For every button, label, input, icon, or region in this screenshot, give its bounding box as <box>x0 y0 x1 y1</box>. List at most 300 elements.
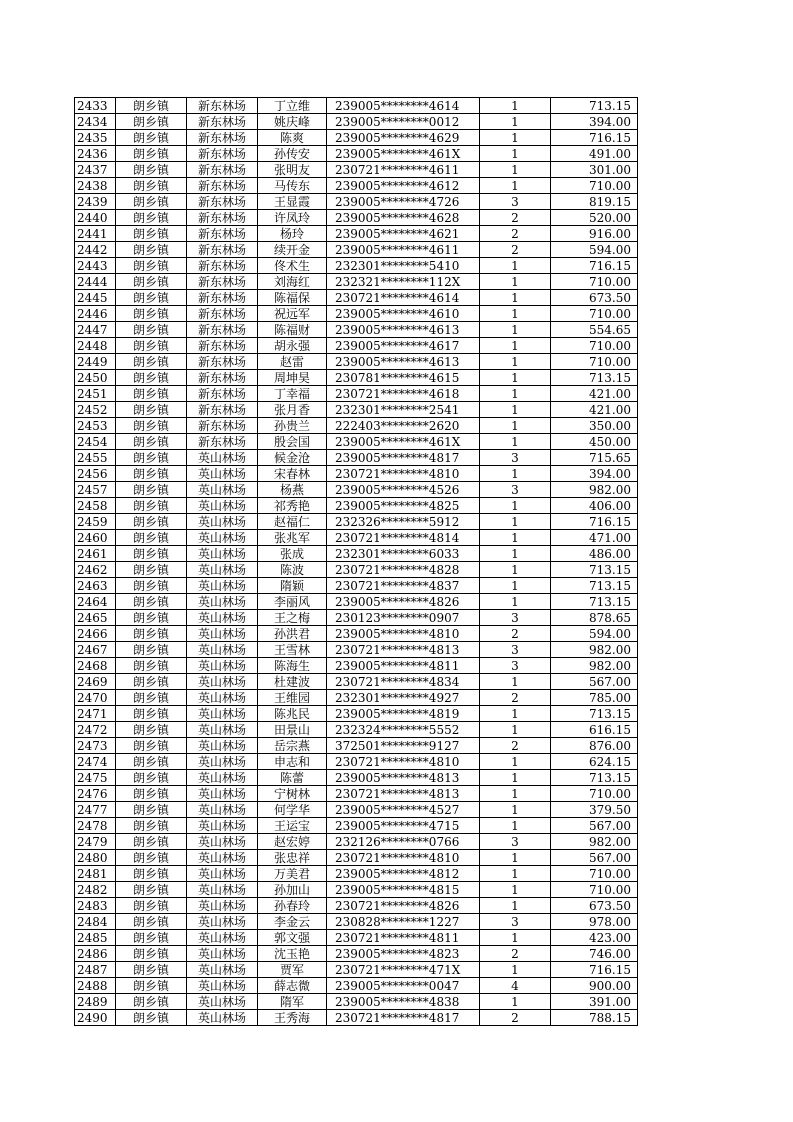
farm-cell: 新东林场 <box>187 114 258 130</box>
town-cell: 朗乡镇 <box>116 306 187 322</box>
amount-cell: 594.00 <box>551 242 638 258</box>
amount-cell: 423.00 <box>551 930 638 946</box>
amount-cell: 978.00 <box>551 914 638 930</box>
count-cell: 1 <box>480 354 551 370</box>
count-cell: 1 <box>480 306 551 322</box>
row-number-cell: 2445 <box>75 290 116 306</box>
amount-cell: 982.00 <box>551 642 638 658</box>
farm-cell: 英山林场 <box>187 914 258 930</box>
town-cell: 朗乡镇 <box>116 194 187 210</box>
name-cell: 陈波 <box>258 562 327 578</box>
name-cell: 孙洪君 <box>258 626 327 642</box>
name-cell: 王运宝 <box>258 818 327 834</box>
count-cell: 1 <box>480 338 551 354</box>
count-cell: 1 <box>480 866 551 882</box>
id-number-cell: 239005********4610 <box>327 306 480 322</box>
amount-cell: 567.00 <box>551 850 638 866</box>
amount-cell: 715.65 <box>551 450 638 466</box>
id-number-cell: 232301********5410 <box>327 258 480 274</box>
town-cell: 朗乡镇 <box>116 914 187 930</box>
amount-cell: 710.00 <box>551 866 638 882</box>
town-cell: 朗乡镇 <box>116 418 187 434</box>
table-row <box>75 594 638 610</box>
town-cell: 朗乡镇 <box>116 898 187 914</box>
amount-cell: 982.00 <box>551 834 638 850</box>
farm-cell: 英山林场 <box>187 642 258 658</box>
town-cell: 朗乡镇 <box>116 242 187 258</box>
table-row <box>75 178 638 194</box>
farm-cell: 英山林场 <box>187 1010 258 1026</box>
table-row <box>75 418 638 434</box>
id-number-cell: 239005********4811 <box>327 658 480 674</box>
row-number-cell: 2444 <box>75 274 116 290</box>
table-row <box>75 994 638 1010</box>
row-number-cell: 2457 <box>75 482 116 498</box>
count-cell: 1 <box>480 274 551 290</box>
row-number-cell: 2433 <box>75 98 116 114</box>
farm-cell: 英山林场 <box>187 786 258 802</box>
table-row <box>75 658 638 674</box>
table-row <box>75 194 638 210</box>
count-cell: 1 <box>480 530 551 546</box>
town-cell: 朗乡镇 <box>116 226 187 242</box>
row-number-cell: 2471 <box>75 706 116 722</box>
farm-cell: 英山林场 <box>187 594 258 610</box>
count-cell: 2 <box>480 946 551 962</box>
count-cell: 1 <box>480 514 551 530</box>
name-cell: 祝远军 <box>258 306 327 322</box>
farm-cell: 英山林场 <box>187 946 258 962</box>
row-number-cell: 2473 <box>75 738 116 754</box>
farm-cell: 英山林场 <box>187 514 258 530</box>
amount-cell: 716.15 <box>551 962 638 978</box>
amount-cell: 916.00 <box>551 226 638 242</box>
id-number-cell: 230721********4810 <box>327 850 480 866</box>
table-row <box>75 130 638 146</box>
farm-cell: 新东林场 <box>187 226 258 242</box>
row-number-cell: 2479 <box>75 834 116 850</box>
table-row <box>75 114 638 130</box>
name-cell: 杜建波 <box>258 674 327 690</box>
name-cell: 王秀海 <box>258 1010 327 1026</box>
id-number-cell: 230721********4817 <box>327 1010 480 1026</box>
id-number-cell: 230721********4828 <box>327 562 480 578</box>
name-cell: 申志和 <box>258 754 327 770</box>
amount-cell: 713.15 <box>551 706 638 722</box>
town-cell: 朗乡镇 <box>116 818 187 834</box>
farm-cell: 新东林场 <box>187 194 258 210</box>
table-row <box>75 258 638 274</box>
amount-cell: 491.00 <box>551 146 638 162</box>
id-number-cell: 239005********4812 <box>327 866 480 882</box>
table-row <box>75 626 638 642</box>
amount-cell: 421.00 <box>551 402 638 418</box>
name-cell: 殷会国 <box>258 434 327 450</box>
amount-cell: 471.00 <box>551 530 638 546</box>
row-number-cell: 2456 <box>75 466 116 482</box>
table-row <box>75 226 638 242</box>
row-number-cell: 2478 <box>75 818 116 834</box>
count-cell: 1 <box>480 130 551 146</box>
town-cell: 朗乡镇 <box>116 706 187 722</box>
name-cell: 刘海红 <box>258 274 327 290</box>
amount-cell: 713.15 <box>551 770 638 786</box>
row-number-cell: 2443 <box>75 258 116 274</box>
amount-cell: 710.00 <box>551 882 638 898</box>
town-cell: 朗乡镇 <box>116 450 187 466</box>
farm-cell: 新东林场 <box>187 370 258 386</box>
farm-cell: 新东林场 <box>187 274 258 290</box>
table-row <box>75 370 638 386</box>
amount-cell: 673.50 <box>551 290 638 306</box>
id-number-cell: 232324********5552 <box>327 722 480 738</box>
farm-cell: 英山林场 <box>187 962 258 978</box>
amount-cell: 394.00 <box>551 114 638 130</box>
name-cell: 赵雷 <box>258 354 327 370</box>
town-cell: 朗乡镇 <box>116 658 187 674</box>
table-row <box>75 482 638 498</box>
table-row <box>75 514 638 530</box>
id-number-cell: 230721********4837 <box>327 578 480 594</box>
count-cell: 2 <box>480 210 551 226</box>
farm-cell: 新东林场 <box>187 354 258 370</box>
table-row <box>75 290 638 306</box>
row-number-cell: 2477 <box>75 802 116 818</box>
table-row <box>75 610 638 626</box>
name-cell: 孙传安 <box>258 146 327 162</box>
id-number-cell: 239005********4826 <box>327 594 480 610</box>
amount-cell: 982.00 <box>551 658 638 674</box>
count-cell: 2 <box>480 1010 551 1026</box>
farm-cell: 英山林场 <box>187 450 258 466</box>
table-row <box>75 818 638 834</box>
town-cell: 朗乡镇 <box>116 834 187 850</box>
town-cell: 朗乡镇 <box>116 1010 187 1026</box>
id-number-cell: 230721********4811 <box>327 930 480 946</box>
row-number-cell: 2485 <box>75 930 116 946</box>
name-cell: 陈爽 <box>258 130 327 146</box>
row-number-cell: 2481 <box>75 866 116 882</box>
id-number-cell: 239005********4628 <box>327 210 480 226</box>
id-number-cell: 230781********4615 <box>327 370 480 386</box>
farm-cell: 新东林场 <box>187 210 258 226</box>
count-cell: 1 <box>480 770 551 786</box>
id-number-cell: 230721********4614 <box>327 290 480 306</box>
count-cell: 1 <box>480 402 551 418</box>
town-cell: 朗乡镇 <box>116 338 187 354</box>
row-number-cell: 2489 <box>75 994 116 1010</box>
town-cell: 朗乡镇 <box>116 594 187 610</box>
id-number-cell: 239005********4726 <box>327 194 480 210</box>
row-number-cell: 2437 <box>75 162 116 178</box>
id-number-cell: 239005********0047 <box>327 978 480 994</box>
row-number-cell: 2468 <box>75 658 116 674</box>
table-row <box>75 882 638 898</box>
farm-cell: 新东林场 <box>187 258 258 274</box>
name-cell: 马传东 <box>258 178 327 194</box>
name-cell: 王维园 <box>258 690 327 706</box>
id-number-cell: 232301********4927 <box>327 690 480 706</box>
count-cell: 2 <box>480 226 551 242</box>
name-cell: 姚庆峰 <box>258 114 327 130</box>
table-row <box>75 850 638 866</box>
farm-cell: 英山林场 <box>187 530 258 546</box>
name-cell: 李丽风 <box>258 594 327 610</box>
table-row <box>75 98 638 114</box>
table-row <box>75 898 638 914</box>
name-cell: 何学华 <box>258 802 327 818</box>
name-cell: 宁树林 <box>258 786 327 802</box>
table-row <box>75 546 638 562</box>
town-cell: 朗乡镇 <box>116 578 187 594</box>
id-number-cell: 230721********4618 <box>327 386 480 402</box>
id-number-cell: 232326********5912 <box>327 514 480 530</box>
amount-cell: 350.00 <box>551 418 638 434</box>
name-cell: 王之梅 <box>258 610 327 626</box>
amount-cell: 713.15 <box>551 578 638 594</box>
count-cell: 1 <box>480 674 551 690</box>
town-cell: 朗乡镇 <box>116 162 187 178</box>
row-number-cell: 2452 <box>75 402 116 418</box>
amount-cell: 746.00 <box>551 946 638 962</box>
table-row <box>75 706 638 722</box>
id-number-cell: 239005********4819 <box>327 706 480 722</box>
id-number-cell: 239005********4611 <box>327 242 480 258</box>
row-number-cell: 2460 <box>75 530 116 546</box>
town-cell: 朗乡镇 <box>116 882 187 898</box>
table-row <box>75 866 638 882</box>
count-cell: 1 <box>480 370 551 386</box>
id-number-cell: 230721********4810 <box>327 466 480 482</box>
town-cell: 朗乡镇 <box>116 482 187 498</box>
row-number-cell: 2459 <box>75 514 116 530</box>
farm-cell: 新东林场 <box>187 402 258 418</box>
row-number-cell: 2442 <box>75 242 116 258</box>
name-cell: 丁立维 <box>258 98 327 114</box>
name-cell: 孙贵兰 <box>258 418 327 434</box>
count-cell: 1 <box>480 802 551 818</box>
id-number-cell: 239005********4613 <box>327 354 480 370</box>
count-cell: 2 <box>480 738 551 754</box>
farm-cell: 英山林场 <box>187 930 258 946</box>
row-number-cell: 2455 <box>75 450 116 466</box>
amount-cell: 710.00 <box>551 354 638 370</box>
row-number-cell: 2436 <box>75 146 116 162</box>
town-cell: 朗乡镇 <box>116 498 187 514</box>
table-row <box>75 722 638 738</box>
farm-cell: 英山林场 <box>187 626 258 642</box>
id-number-cell: 230721********4810 <box>327 754 480 770</box>
name-cell: 隋颖 <box>258 578 327 594</box>
table-row <box>75 690 638 706</box>
id-number-cell: 230123********0907 <box>327 610 480 626</box>
name-cell: 周坤昊 <box>258 370 327 386</box>
row-number-cell: 2441 <box>75 226 116 242</box>
town-cell: 朗乡镇 <box>116 530 187 546</box>
count-cell: 1 <box>480 930 551 946</box>
name-cell: 许凤玲 <box>258 210 327 226</box>
count-cell: 1 <box>480 994 551 1010</box>
count-cell: 1 <box>480 962 551 978</box>
farm-cell: 英山林场 <box>187 482 258 498</box>
town-cell: 朗乡镇 <box>116 690 187 706</box>
name-cell: 张兆军 <box>258 530 327 546</box>
row-number-cell: 2488 <box>75 978 116 994</box>
name-cell: 丁幸福 <box>258 386 327 402</box>
row-number-cell: 2486 <box>75 946 116 962</box>
amount-cell: 567.00 <box>551 818 638 834</box>
count-cell: 1 <box>480 722 551 738</box>
amount-cell: 710.00 <box>551 338 638 354</box>
row-number-cell: 2447 <box>75 322 116 338</box>
farm-cell: 英山林场 <box>187 706 258 722</box>
count-cell: 2 <box>480 242 551 258</box>
amount-cell: 450.00 <box>551 434 638 450</box>
amount-cell: 710.00 <box>551 274 638 290</box>
id-number-cell: 232301********2541 <box>327 402 480 418</box>
town-cell: 朗乡镇 <box>116 290 187 306</box>
amount-cell: 554.65 <box>551 322 638 338</box>
name-cell: 候金沧 <box>258 450 327 466</box>
amount-cell: 379.50 <box>551 802 638 818</box>
name-cell: 李金云 <box>258 914 327 930</box>
row-number-cell: 2483 <box>75 898 116 914</box>
name-cell: 郭文强 <box>258 930 327 946</box>
count-cell: 3 <box>480 450 551 466</box>
farm-cell: 新东林场 <box>187 242 258 258</box>
amount-cell: 982.00 <box>551 482 638 498</box>
table-row <box>75 450 638 466</box>
count-cell: 1 <box>480 898 551 914</box>
table-row <box>75 530 638 546</box>
name-cell: 张明友 <box>258 162 327 178</box>
table-row <box>75 434 638 450</box>
amount-cell: 819.15 <box>551 194 638 210</box>
town-cell: 朗乡镇 <box>116 322 187 338</box>
count-cell: 3 <box>480 482 551 498</box>
count-cell: 1 <box>480 786 551 802</box>
farm-cell: 英山林场 <box>187 978 258 994</box>
id-number-cell: 230721********4814 <box>327 530 480 546</box>
id-number-cell: 239005********4815 <box>327 882 480 898</box>
name-cell: 沈玉艳 <box>258 946 327 962</box>
farm-cell: 新东林场 <box>187 178 258 194</box>
count-cell: 1 <box>480 434 551 450</box>
town-cell: 朗乡镇 <box>116 178 187 194</box>
table-row <box>75 322 638 338</box>
table-row <box>75 562 638 578</box>
amount-cell: 716.15 <box>551 130 638 146</box>
town-cell: 朗乡镇 <box>116 386 187 402</box>
amount-cell: 713.15 <box>551 562 638 578</box>
farm-cell: 英山林场 <box>187 882 258 898</box>
name-cell: 陈福财 <box>258 322 327 338</box>
town-cell: 朗乡镇 <box>116 562 187 578</box>
amount-cell: 876.00 <box>551 738 638 754</box>
farm-cell: 英山林场 <box>187 562 258 578</box>
count-cell: 1 <box>480 850 551 866</box>
amount-cell: 486.00 <box>551 546 638 562</box>
farm-cell: 英山林场 <box>187 466 258 482</box>
count-cell: 1 <box>480 114 551 130</box>
row-number-cell: 2446 <box>75 306 116 322</box>
table-body <box>75 98 638 1026</box>
row-number-cell: 2453 <box>75 418 116 434</box>
row-number-cell: 2435 <box>75 130 116 146</box>
id-number-cell: 230721********4826 <box>327 898 480 914</box>
count-cell: 1 <box>480 706 551 722</box>
amount-cell: 567.00 <box>551 674 638 690</box>
town-cell: 朗乡镇 <box>116 466 187 482</box>
row-number-cell: 2476 <box>75 786 116 802</box>
town-cell: 朗乡镇 <box>116 978 187 994</box>
farm-cell: 英山林场 <box>187 994 258 1010</box>
count-cell: 3 <box>480 642 551 658</box>
count-cell: 1 <box>480 258 551 274</box>
id-number-cell: 239005********4813 <box>327 770 480 786</box>
farm-cell: 新东林场 <box>187 306 258 322</box>
count-cell: 1 <box>480 466 551 482</box>
table-row <box>75 210 638 226</box>
name-cell: 张月香 <box>258 402 327 418</box>
table-row <box>75 914 638 930</box>
town-cell: 朗乡镇 <box>116 850 187 866</box>
farm-cell: 英山林场 <box>187 802 258 818</box>
town-cell: 朗乡镇 <box>116 642 187 658</box>
row-number-cell: 2467 <box>75 642 116 658</box>
farm-cell: 新东林场 <box>187 338 258 354</box>
count-cell: 3 <box>480 610 551 626</box>
row-number-cell: 2439 <box>75 194 116 210</box>
farm-cell: 新东林场 <box>187 98 258 114</box>
count-cell: 4 <box>480 978 551 994</box>
amount-cell: 710.00 <box>551 786 638 802</box>
row-number-cell: 2490 <box>75 1010 116 1026</box>
amount-cell: 616.15 <box>551 722 638 738</box>
id-number-cell: 239005********4817 <box>327 450 480 466</box>
amount-cell: 716.15 <box>551 258 638 274</box>
town-cell: 朗乡镇 <box>116 946 187 962</box>
row-number-cell: 2462 <box>75 562 116 578</box>
row-number-cell: 2464 <box>75 594 116 610</box>
count-cell: 1 <box>480 578 551 594</box>
town-cell: 朗乡镇 <box>116 514 187 530</box>
amount-cell: 391.00 <box>551 994 638 1010</box>
name-cell: 薛志微 <box>258 978 327 994</box>
table-row <box>75 466 638 482</box>
table-row <box>75 946 638 962</box>
table-row <box>75 770 638 786</box>
count-cell: 1 <box>480 386 551 402</box>
name-cell: 胡永强 <box>258 338 327 354</box>
table-row <box>75 162 638 178</box>
row-number-cell: 2440 <box>75 210 116 226</box>
town-cell: 朗乡镇 <box>116 610 187 626</box>
id-number-cell: 239005********4823 <box>327 946 480 962</box>
table-row <box>75 802 638 818</box>
town-cell: 朗乡镇 <box>116 402 187 418</box>
id-number-cell: 222403********2620 <box>327 418 480 434</box>
table-row <box>75 674 638 690</box>
row-number-cell: 2434 <box>75 114 116 130</box>
town-cell: 朗乡镇 <box>116 546 187 562</box>
id-number-cell: 230721********4611 <box>327 162 480 178</box>
town-cell: 朗乡镇 <box>116 434 187 450</box>
farm-cell: 英山林场 <box>187 546 258 562</box>
name-cell: 陈海生 <box>258 658 327 674</box>
count-cell: 1 <box>480 322 551 338</box>
amount-cell: 788.15 <box>551 1010 638 1026</box>
